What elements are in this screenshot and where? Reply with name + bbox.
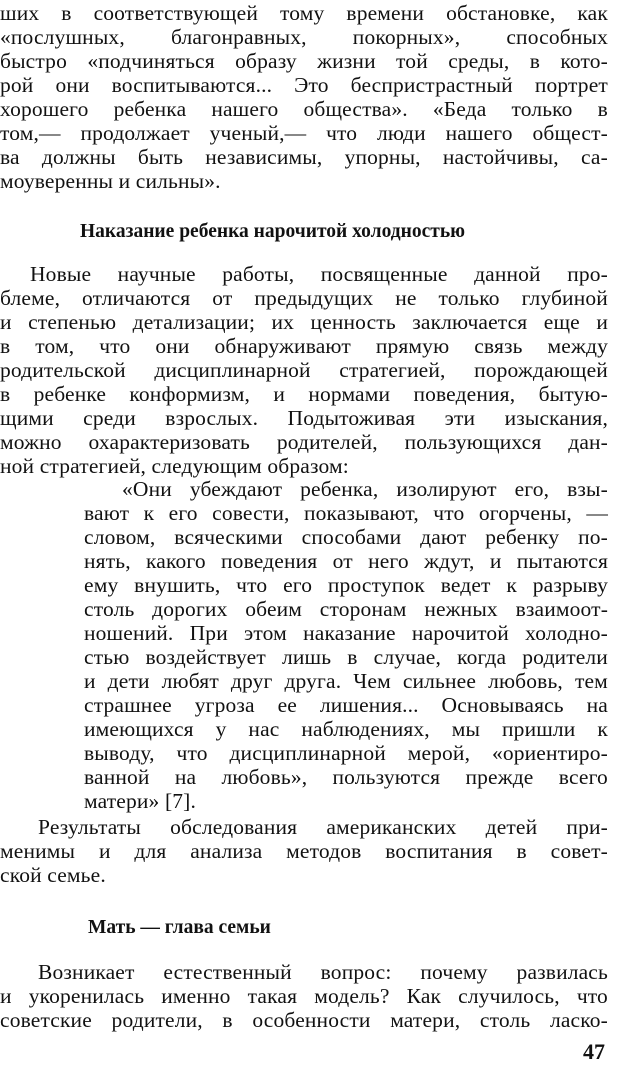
- quote-line: страшнее угроза ее лишения... Основываясь на: [84, 693, 608, 717]
- page-number: 47: [583, 1039, 605, 1064]
- quote-line: ему внушить, что его проступок ведет к разрыву: [84, 573, 608, 597]
- quote-line: выводу, что дисциплинарной мерой, «ориентиро-: [84, 741, 608, 765]
- quote-line: нять, какого поведения от него ждут, и пытаются: [84, 549, 608, 573]
- paragraph-1-line: «послушных, благонравных, покорных», способных: [0, 25, 608, 49]
- paragraph-1-line: быстро «подчиняться образу жизни той среды, в кото-: [0, 49, 608, 73]
- quote-line: ношений. При этом наказание нарочитой холодно-: [84, 621, 608, 645]
- quote-line: ванной на любовь», пользуются прежде всего: [84, 765, 608, 789]
- paragraph-1-line: ва должны быть независимы, упорны, настойчивы, са-: [0, 145, 608, 169]
- paragraph-2-line: ной стратегией, следующим образом:: [0, 454, 349, 478]
- quote-line: и дети любят друг друга. Чем сильнее любовь, тем: [84, 669, 608, 693]
- paragraph-2-line: и степенью детализации; их ценность заключается еще и: [0, 310, 608, 334]
- section-heading: Наказание ребенка нарочитой холодностью: [80, 221, 466, 242]
- paragraph-2-line: блеме, отличаются от предыдущих не только глубиной: [0, 286, 608, 310]
- paragraph-1-line: том,— продолжает ученый,— что люди нашего общест-: [0, 121, 608, 145]
- paragraph-1-line: хорошего ребенка нашего общества». «Беда только в: [0, 97, 608, 121]
- paragraph-1-line: рой они воспитываются... Это беспристрастный портрет: [0, 73, 608, 97]
- quote-line: имеющихся у нас наблюдениях, мы пришли к: [84, 717, 608, 741]
- paragraph-2-line: родительской дисциплинарной стратегией, порождающей: [0, 358, 608, 382]
- quote-line: стью воздействует лишь в случае, когда родители: [84, 645, 608, 669]
- paragraph-1-line: ших в соответствующей тому времени обстановке, как: [0, 1, 608, 25]
- quote-line: вают к его совести, показывают, что огорчены, —: [84, 501, 608, 525]
- paragraph-3-line: менимы и для анализа методов воспитания в совет-: [0, 839, 608, 863]
- paragraph-4-line: советские родители, в особенности матери, столь ласко-: [0, 1008, 608, 1032]
- quote-line: «Они убеждают ребенка, изолируют его, взы-: [122, 477, 608, 501]
- paragraph-2-line: щими среди взрослых. Подытоживая эти изыскания,: [0, 406, 608, 430]
- paragraph-2-line: можно охарактеризовать родителей, пользующихся дан-: [0, 430, 608, 454]
- paragraph-2-line: Новые научные работы, посвященные данной про-: [30, 262, 608, 286]
- paragraph-4-line: Возникает естественный вопрос: почему развилась: [38, 960, 608, 984]
- section-heading: Мать — глава семьи: [88, 917, 271, 938]
- quote-line: матери» [7].: [84, 789, 197, 813]
- paragraph-1-line: моуверенны и сильны».: [0, 169, 221, 193]
- paragraph-4-line: и укоренилась именно такая модель? Как случилось, что: [0, 984, 608, 1008]
- quote-line: столь дорогих обеим сторонам нежных взаимоот-: [84, 597, 608, 621]
- paragraph-2-line: в ребенке конформизм, и нормами поведения, бытую-: [0, 382, 608, 406]
- quote-line: словом, всяческими способами дают ребенку по-: [84, 525, 608, 549]
- paragraph-3-line: ской семье.: [0, 863, 106, 887]
- paragraph-2-line: в том, что они обнаруживают прямую связь между: [0, 334, 608, 358]
- paragraph-3-line: Результаты обследования американских детей при-: [38, 815, 608, 839]
